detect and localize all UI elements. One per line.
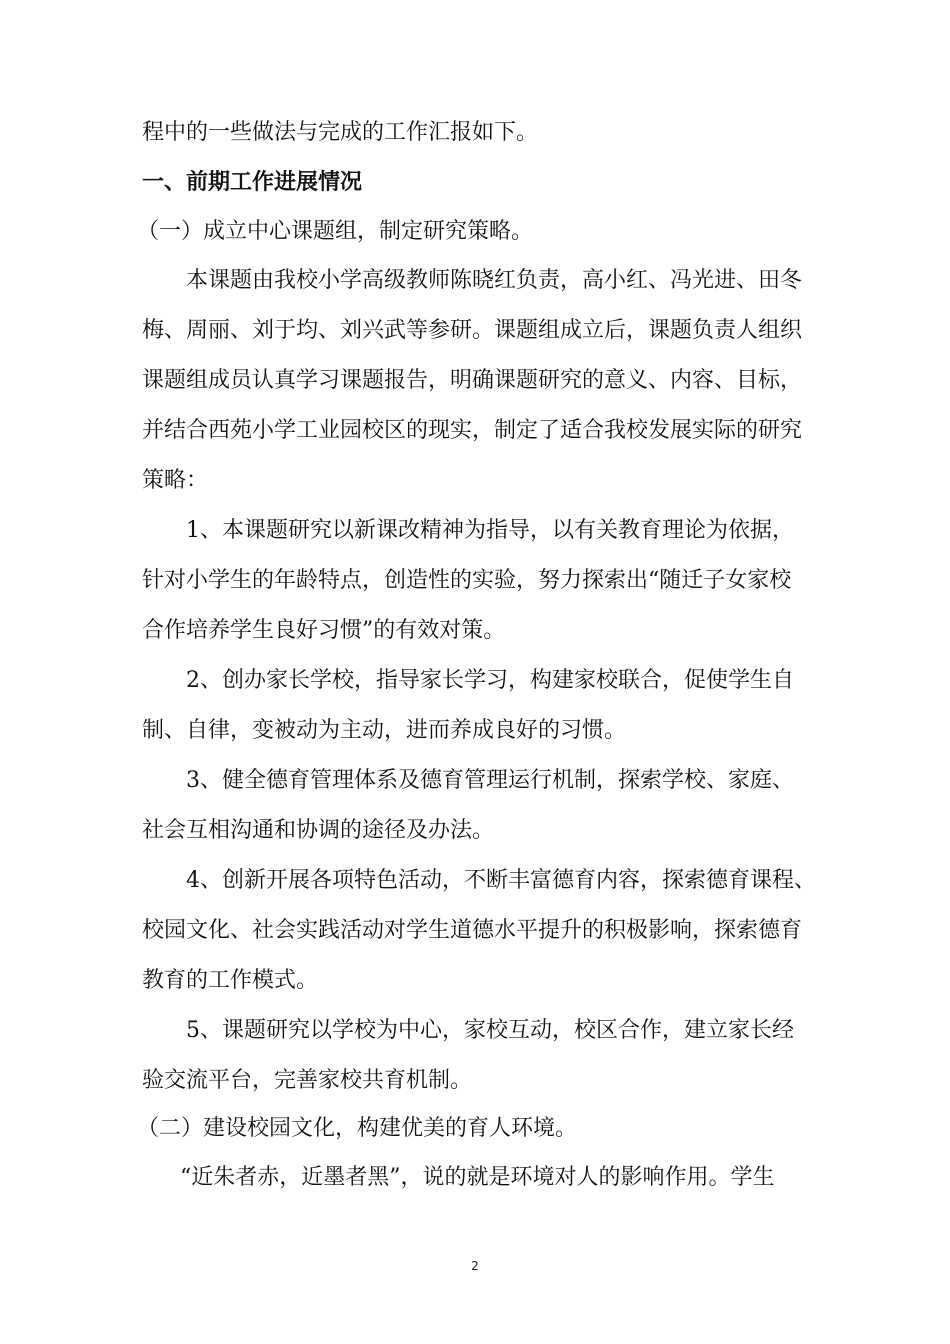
- text-line: 策略：: [142, 468, 209, 493]
- subsection-heading: （二）建设校园文化，构建优美的育人环境。: [137, 1116, 578, 1141]
- text-line: 并结合西苑小学工业园校区的现实，制定了适合我校发展实际的研究: [142, 418, 803, 443]
- page-number: 2: [471, 1259, 479, 1273]
- list-item: 3、健全德育管理体系及德育管理运行机制，探索学校、家庭、: [186, 768, 794, 793]
- text-line: 课题组成员认真学习课题报告，明确课题研究的意义、内容、目标，: [142, 368, 803, 393]
- text-line: 梅、周丽、刘于均、刘兴武等参研。课题组成立后，课题负责人组织: [142, 318, 803, 343]
- text-line: 制、自律，变被动为主动，进而养成良好的习惯。: [142, 718, 627, 743]
- section-heading: 一、前期工作进展情况: [142, 170, 363, 195]
- text-line: 本课题由我校小学高级教师陈晓红负责，高小红、冯光进、田冬: [186, 268, 803, 293]
- text-line: 社会互相沟通和协调的途径及办法。: [142, 818, 495, 843]
- list-item: 1、本课题研究以新课改精神为指导，以有关教育理论为依据，: [186, 518, 794, 543]
- text-line: 教育的工作模式。: [142, 968, 319, 993]
- text-line: “近朱者赤，近墨者黑”，说的就是环境对人的影响作用。学生: [180, 1165, 775, 1190]
- subsection-heading: （一）成立中心课题组，制定研究策略。: [137, 219, 534, 244]
- list-item: 5、课题研究以学校为中心，家校互动，校区合作，建立家长经: [186, 1018, 794, 1043]
- text-line: 针对小学生的年龄特点，创造性的实验，努力探索出“随迁子女家校: [142, 568, 792, 593]
- list-item: 2、创办家长学校，指导家长学习，构建家校联合，促使学生自: [186, 668, 794, 693]
- text-line: 校园文化、社会实践活动对学生道德水平提升的积极影响，探索德育: [142, 918, 803, 943]
- list-item: 4、创新开展各项特色活动，不断丰富德育内容，探索德育课程、: [186, 868, 816, 893]
- text-line: 合作培养学生良好习惯”的有效对策。: [142, 618, 506, 643]
- text-line: 验交流平台，完善家校共育机制。: [142, 1068, 473, 1093]
- text-line: 程中的一些做法与完成的工作汇报如下。: [142, 120, 539, 145]
